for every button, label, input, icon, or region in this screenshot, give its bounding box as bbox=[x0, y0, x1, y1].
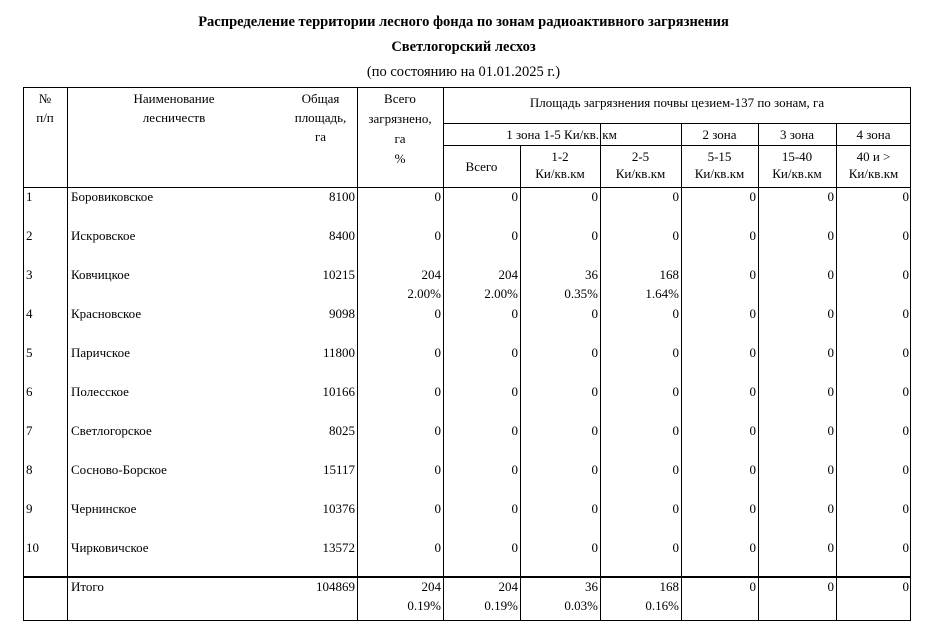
row-area: 10215 bbox=[322, 267, 355, 282]
row-polluted: 0 bbox=[434, 501, 441, 516]
row-name: Полесское bbox=[71, 384, 129, 399]
row-number: 1 bbox=[26, 189, 33, 204]
row-z1-a: 0 bbox=[591, 462, 598, 477]
row-name: Чирковичское bbox=[71, 540, 149, 555]
row-z4: 0 bbox=[902, 501, 909, 516]
row-number: 7 bbox=[26, 423, 33, 438]
row-z1-b: 0 bbox=[672, 384, 679, 399]
row-z4: 0 bbox=[902, 540, 909, 555]
row-z1-total: 0 bbox=[511, 540, 518, 555]
row-z1-b-pct: 1.64% bbox=[645, 286, 679, 301]
row-name: Ковчицкое bbox=[71, 267, 130, 282]
row-number: 8 bbox=[26, 462, 33, 477]
row-z4: 0 bbox=[902, 306, 909, 321]
total-row-z1-total: 204 bbox=[498, 579, 518, 594]
row-number: 2 bbox=[26, 228, 33, 243]
row-z1-a: 0 bbox=[591, 189, 598, 204]
header-zone3: 3 зона bbox=[779, 127, 815, 142]
row-z1-total: 0 bbox=[511, 462, 518, 477]
header-zone2: 2 зона bbox=[702, 127, 737, 142]
row-z3: 0 bbox=[827, 540, 834, 555]
row-z1-total: 0 bbox=[511, 228, 518, 243]
row-z2: 0 bbox=[749, 423, 756, 438]
total-row-polluted-pct: 0.19% bbox=[407, 598, 441, 613]
row-z2: 0 bbox=[749, 345, 756, 360]
row-area: 15117 bbox=[322, 462, 355, 477]
row-z1-total: 0 bbox=[511, 306, 518, 321]
header-zone4: 4 зона bbox=[856, 127, 891, 142]
row-z1-b: 0 bbox=[672, 540, 679, 555]
row-z4: 0 bbox=[902, 462, 909, 477]
row-z1-a: 0 bbox=[591, 306, 598, 321]
total-row-z1-total-pct: 0.19% bbox=[484, 598, 518, 613]
row-z4: 0 bbox=[902, 267, 909, 282]
row-z1-a: 0 bbox=[591, 423, 598, 438]
row-name: Боровиковское bbox=[71, 189, 154, 204]
row-name: Искровское bbox=[71, 228, 136, 243]
row-name: Чернинское bbox=[71, 501, 137, 516]
row-z4: 0 bbox=[902, 189, 909, 204]
row-z1-total: 0 bbox=[511, 501, 518, 516]
row-area: 8025 bbox=[329, 423, 355, 438]
row-z3: 0 bbox=[827, 306, 834, 321]
row-z2: 0 bbox=[749, 267, 756, 282]
report-title: Распределение территории лесного фонда по зонам радиоактивного загрязнения bbox=[198, 14, 729, 30]
row-polluted: 0 bbox=[434, 228, 441, 243]
row-area: 11800 bbox=[322, 345, 355, 360]
row-z3: 0 bbox=[827, 189, 834, 204]
row-name: Красновское bbox=[71, 306, 142, 321]
total-row-area: 104869 bbox=[316, 579, 355, 594]
header-z1-total: Всего bbox=[465, 159, 498, 174]
row-z2: 0 bbox=[749, 501, 756, 516]
row-z3: 0 bbox=[827, 228, 834, 243]
row-z2: 0 bbox=[749, 189, 756, 204]
row-z1-total: 0 bbox=[511, 384, 518, 399]
row-z4: 0 bbox=[902, 345, 909, 360]
row-z1-b: 168 bbox=[659, 267, 679, 282]
total-row-polluted: 204 bbox=[421, 579, 441, 594]
report-subtitle: Светлогорский лесхоз bbox=[391, 39, 536, 55]
row-number: 4 bbox=[26, 306, 33, 321]
row-z1-b: 0 bbox=[672, 345, 679, 360]
row-z1-a: 0 bbox=[591, 384, 598, 399]
row-name: Светлогорское bbox=[71, 423, 152, 438]
row-z1-b: 0 bbox=[672, 423, 679, 438]
total-row-z4: 0 bbox=[902, 579, 909, 594]
row-number: 6 bbox=[26, 384, 33, 399]
header-z1-a: 1-2 Ки/кв.км bbox=[535, 149, 585, 181]
row-z3: 0 bbox=[827, 345, 834, 360]
row-z1-b: 0 bbox=[672, 462, 679, 477]
row-z1-a-pct: 0.35% bbox=[564, 286, 598, 301]
row-z2: 0 bbox=[749, 462, 756, 477]
row-polluted-pct: 2.00% bbox=[407, 286, 441, 301]
row-z1-b: 0 bbox=[672, 306, 679, 321]
row-area: 8100 bbox=[329, 189, 355, 204]
row-z1-a: 0 bbox=[591, 345, 598, 360]
row-area: 9098 bbox=[329, 306, 355, 321]
row-z1-total-pct: 2.00% bbox=[484, 286, 518, 301]
row-z3: 0 bbox=[827, 384, 834, 399]
row-z2: 0 bbox=[749, 384, 756, 399]
row-area: 10166 bbox=[322, 384, 355, 399]
row-polluted: 0 bbox=[434, 423, 441, 438]
total-row-z2: 0 bbox=[749, 579, 756, 594]
row-z1-total: 0 bbox=[511, 423, 518, 438]
total-row-z1-b: 168 bbox=[659, 579, 679, 594]
row-z1-b: 0 bbox=[672, 189, 679, 204]
header-z3: 15-40 Ки/кв.км bbox=[772, 149, 822, 181]
row-z1-b: 0 bbox=[672, 228, 679, 243]
row-z3: 0 bbox=[827, 423, 834, 438]
row-number: 9 bbox=[26, 501, 33, 516]
header-z4: 40 и > Ки/кв.км bbox=[848, 149, 899, 181]
header-z2: 5-15 Ки/кв.км bbox=[694, 149, 745, 181]
header-line-zones bbox=[443, 123, 911, 124]
header-z1-b: 2-5 Ки/кв.км bbox=[615, 149, 666, 181]
row-z1-total: 204 bbox=[498, 267, 518, 282]
forest-pollution-table bbox=[23, 87, 911, 620]
row-polluted: 0 bbox=[434, 306, 441, 321]
row-number: 10 bbox=[26, 540, 39, 555]
report-date: (по состоянию на 01.01.2025 г.) bbox=[366, 64, 561, 80]
header-total-area: Общая площадь, га bbox=[294, 91, 347, 144]
table-border-bottom bbox=[23, 620, 911, 621]
total-row-z3: 0 bbox=[827, 579, 834, 594]
row-polluted: 0 bbox=[434, 462, 441, 477]
total-row-z1-b-pct: 0.16% bbox=[645, 598, 679, 613]
row-z2: 0 bbox=[749, 540, 756, 555]
row-z3: 0 bbox=[827, 267, 834, 282]
row-z3: 0 bbox=[827, 462, 834, 477]
header-total-polluted: Всего загрязнено, га % bbox=[368, 91, 432, 166]
row-name: Сосново-Борское bbox=[71, 462, 167, 477]
header-line-zone-names bbox=[443, 145, 911, 146]
row-polluted: 0 bbox=[434, 189, 441, 204]
header-zone1: 1 зона 1-5 Ки/кв. км bbox=[506, 127, 617, 142]
row-z4: 0 bbox=[902, 384, 909, 399]
header-name: Наименование лесничеств bbox=[133, 91, 215, 125]
row-area: 13572 bbox=[322, 540, 355, 555]
row-z1-a: 0 bbox=[591, 501, 598, 516]
row-z1-total: 0 bbox=[511, 189, 518, 204]
table-border-top bbox=[23, 87, 911, 88]
row-polluted: 0 bbox=[434, 540, 441, 555]
row-number: 3 bbox=[26, 267, 33, 282]
row-z2: 0 bbox=[749, 306, 756, 321]
row-z1-a: 36 bbox=[585, 267, 598, 282]
row-z1-b: 0 bbox=[672, 501, 679, 516]
row-z1-a: 0 bbox=[591, 540, 598, 555]
row-polluted: 204 bbox=[421, 267, 441, 282]
row-area: 10376 bbox=[322, 501, 355, 516]
row-area: 8400 bbox=[329, 228, 355, 243]
total-row-name: Итого bbox=[71, 579, 104, 594]
total-row-z1-a: 36 bbox=[585, 579, 598, 594]
row-number: 5 bbox=[26, 345, 33, 360]
row-name: Паричское bbox=[71, 345, 131, 360]
row-z4: 0 bbox=[902, 423, 909, 438]
row-z3: 0 bbox=[827, 501, 834, 516]
row-z4: 0 bbox=[902, 228, 909, 243]
row-z1-total: 0 bbox=[511, 345, 518, 360]
row-z2: 0 bbox=[749, 228, 756, 243]
row-polluted: 0 bbox=[434, 384, 441, 399]
row-polluted: 0 bbox=[434, 345, 441, 360]
total-row-z1-a-pct: 0.03% bbox=[564, 598, 598, 613]
row-z1-a: 0 bbox=[591, 228, 598, 243]
header-zones-title: Площадь загрязнения почвы цезием-137 по зонам, га bbox=[529, 95, 825, 110]
header-num: № п/п bbox=[36, 91, 54, 125]
